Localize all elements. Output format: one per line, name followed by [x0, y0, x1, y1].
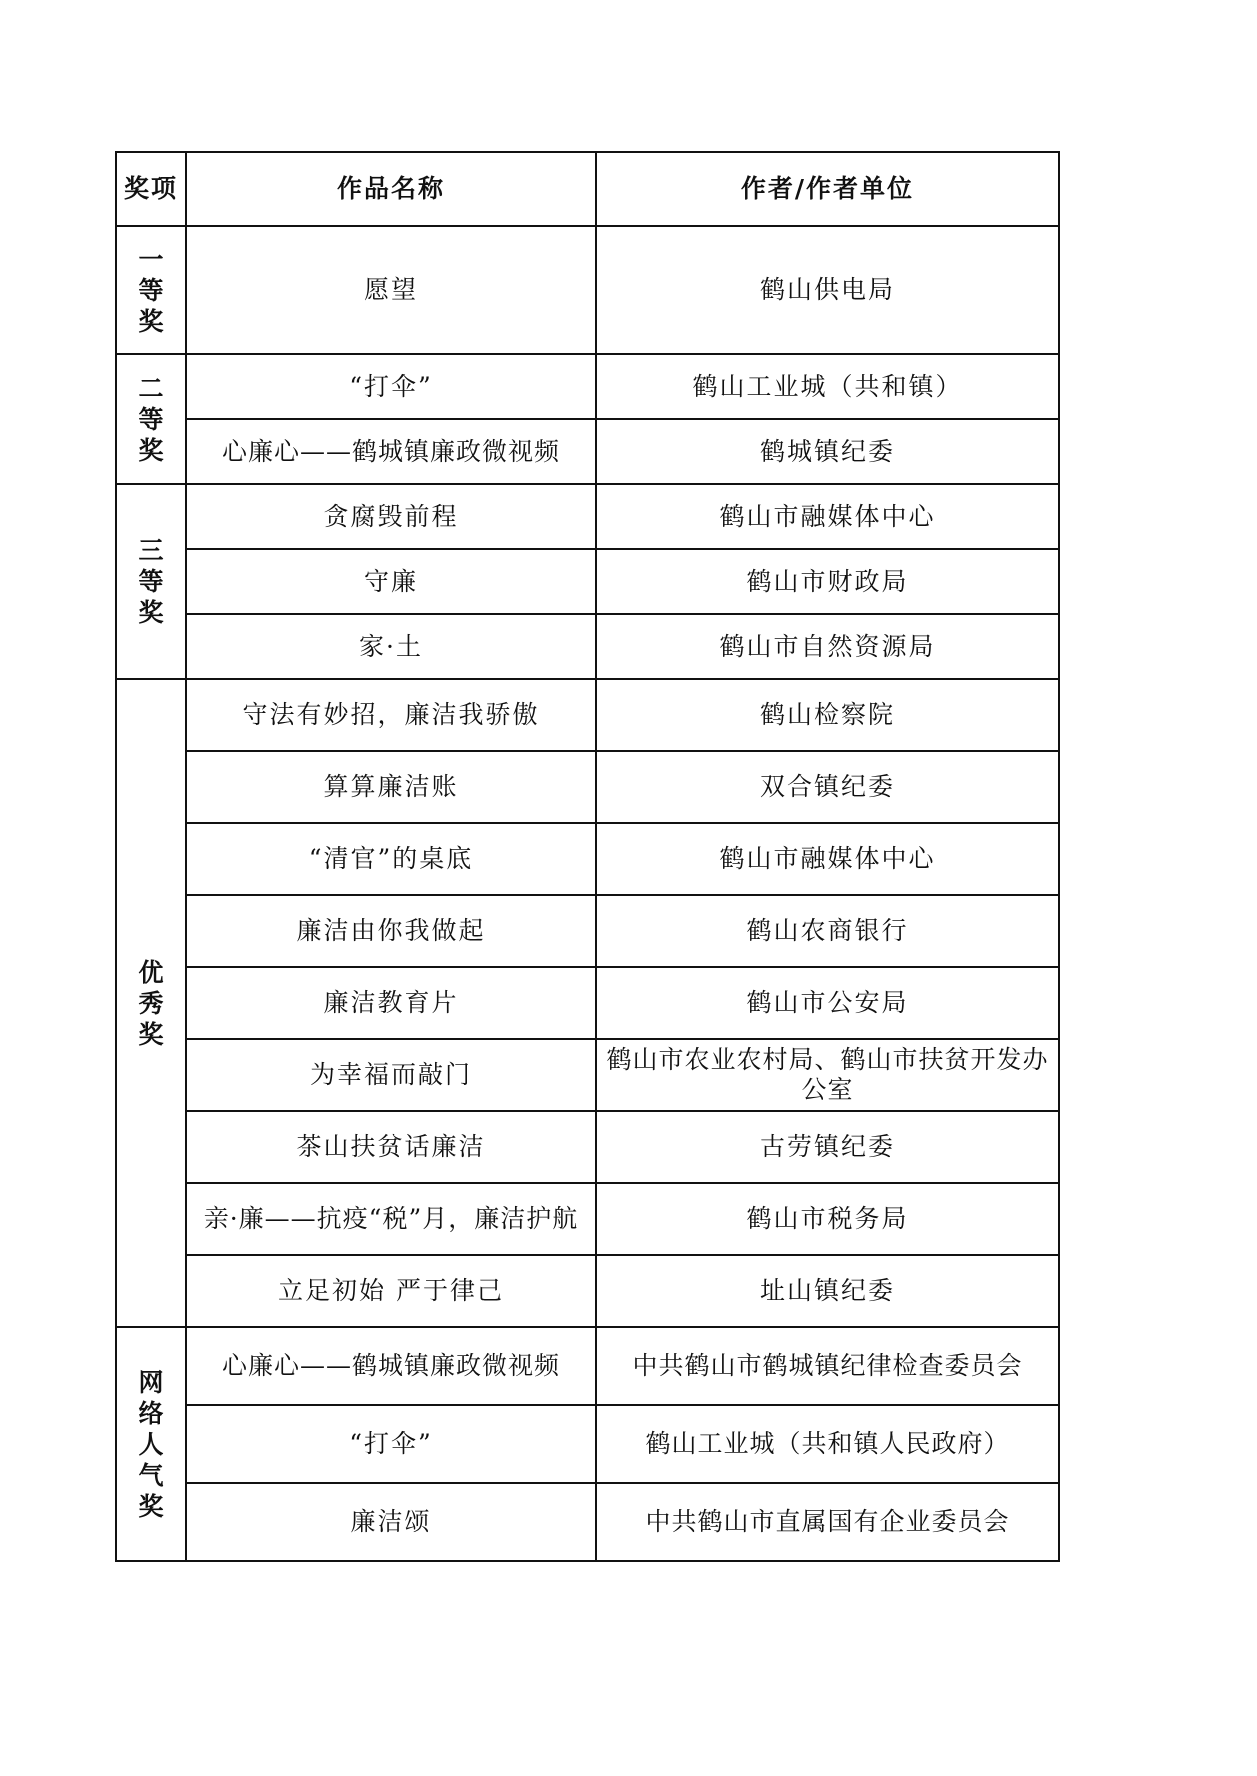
- work-title: 心廉心——鹤城镇廉政微视频: [186, 1327, 596, 1405]
- author-unit: 古劳镇纪委: [596, 1111, 1059, 1183]
- awards-table: [115, 151, 1060, 1562]
- work-title: 守法有妙招，廉洁我骄傲: [186, 679, 596, 751]
- table-row: [116, 823, 1059, 895]
- work-title: 守廉: [186, 549, 596, 614]
- author-unit: 鹤城镇纪委: [596, 419, 1059, 484]
- work-title: 立足初始 严于律己: [186, 1255, 596, 1327]
- category-first-prize: 一等奖: [116, 226, 186, 354]
- table-row: [116, 614, 1059, 679]
- table-row: [116, 419, 1059, 484]
- author-unit: 鹤山市融媒体中心: [596, 823, 1059, 895]
- author-unit: 鹤山市融媒体中心: [596, 484, 1059, 549]
- table-row: [116, 895, 1059, 967]
- author-unit: 鹤山检察院: [596, 679, 1059, 751]
- work-title: 茶山扶贫话廉洁: [186, 1111, 596, 1183]
- table-row: [116, 1039, 1059, 1111]
- work-title: 廉洁颂: [186, 1483, 596, 1561]
- work-title: 为幸福而敲门: [186, 1039, 596, 1111]
- table-row: [116, 751, 1059, 823]
- author-unit: 中共鹤山市直属国有企业委员会: [596, 1483, 1059, 1561]
- work-title: 贪腐毁前程: [186, 484, 596, 549]
- header-category: 奖项: [116, 152, 186, 226]
- table-row: [116, 1111, 1059, 1183]
- author-unit: 鹤山市自然资源局: [596, 614, 1059, 679]
- table-row: [116, 1327, 1059, 1405]
- author-unit: 鹤山市财政局: [596, 549, 1059, 614]
- category-second-prize: 二等奖: [116, 354, 186, 484]
- table-row: [116, 354, 1059, 419]
- table-row: [116, 484, 1059, 549]
- work-title: 廉洁教育片: [186, 967, 596, 1039]
- header-author: 作者/作者单位: [596, 152, 1059, 226]
- author-unit: 鹤山农商银行: [596, 895, 1059, 967]
- author-unit: 鹤山工业城（共和镇人民政府）: [596, 1405, 1059, 1483]
- work-title: 亲·廉——抗疫“税”月，廉洁护航: [186, 1183, 596, 1255]
- table-row: [116, 1183, 1059, 1255]
- work-title: 算算廉洁账: [186, 751, 596, 823]
- author-unit: 鹤山市公安局: [596, 967, 1059, 1039]
- table-row: [116, 1483, 1059, 1561]
- table-row: [116, 1405, 1059, 1483]
- work-title: 心廉心——鹤城镇廉政微视频: [186, 419, 596, 484]
- table-row: [116, 679, 1059, 751]
- header-row: [116, 152, 1059, 226]
- table-row: [116, 549, 1059, 614]
- work-title: 廉洁由你我做起: [186, 895, 596, 967]
- author-unit: 址山镇纪委: [596, 1255, 1059, 1327]
- category-excellence-prize: 优秀奖: [116, 679, 186, 1327]
- author-unit: 鹤山工业城（共和镇）: [596, 354, 1059, 419]
- work-title: “打伞”: [186, 1405, 596, 1483]
- work-title: 家·土: [186, 614, 596, 679]
- header-work-title: 作品名称: [186, 152, 596, 226]
- work-title: 愿望: [186, 226, 596, 354]
- author-unit: 鹤山市农业农村局、鹤山市扶贫开发办公室: [596, 1039, 1059, 1111]
- category-third-prize: 三等奖: [116, 484, 186, 679]
- table-row: [116, 226, 1059, 354]
- work-title: “清官”的桌底: [186, 823, 596, 895]
- table-row: [116, 1255, 1059, 1327]
- category-online-popularity-prize: 网络人气奖: [116, 1327, 186, 1561]
- table-row: [116, 967, 1059, 1039]
- author-unit: 鹤山供电局: [596, 226, 1059, 354]
- author-unit: 鹤山市税务局: [596, 1183, 1059, 1255]
- author-unit: 双合镇纪委: [596, 751, 1059, 823]
- work-title: “打伞”: [186, 354, 596, 419]
- author-unit: 中共鹤山市鹤城镇纪律检查委员会: [596, 1327, 1059, 1405]
